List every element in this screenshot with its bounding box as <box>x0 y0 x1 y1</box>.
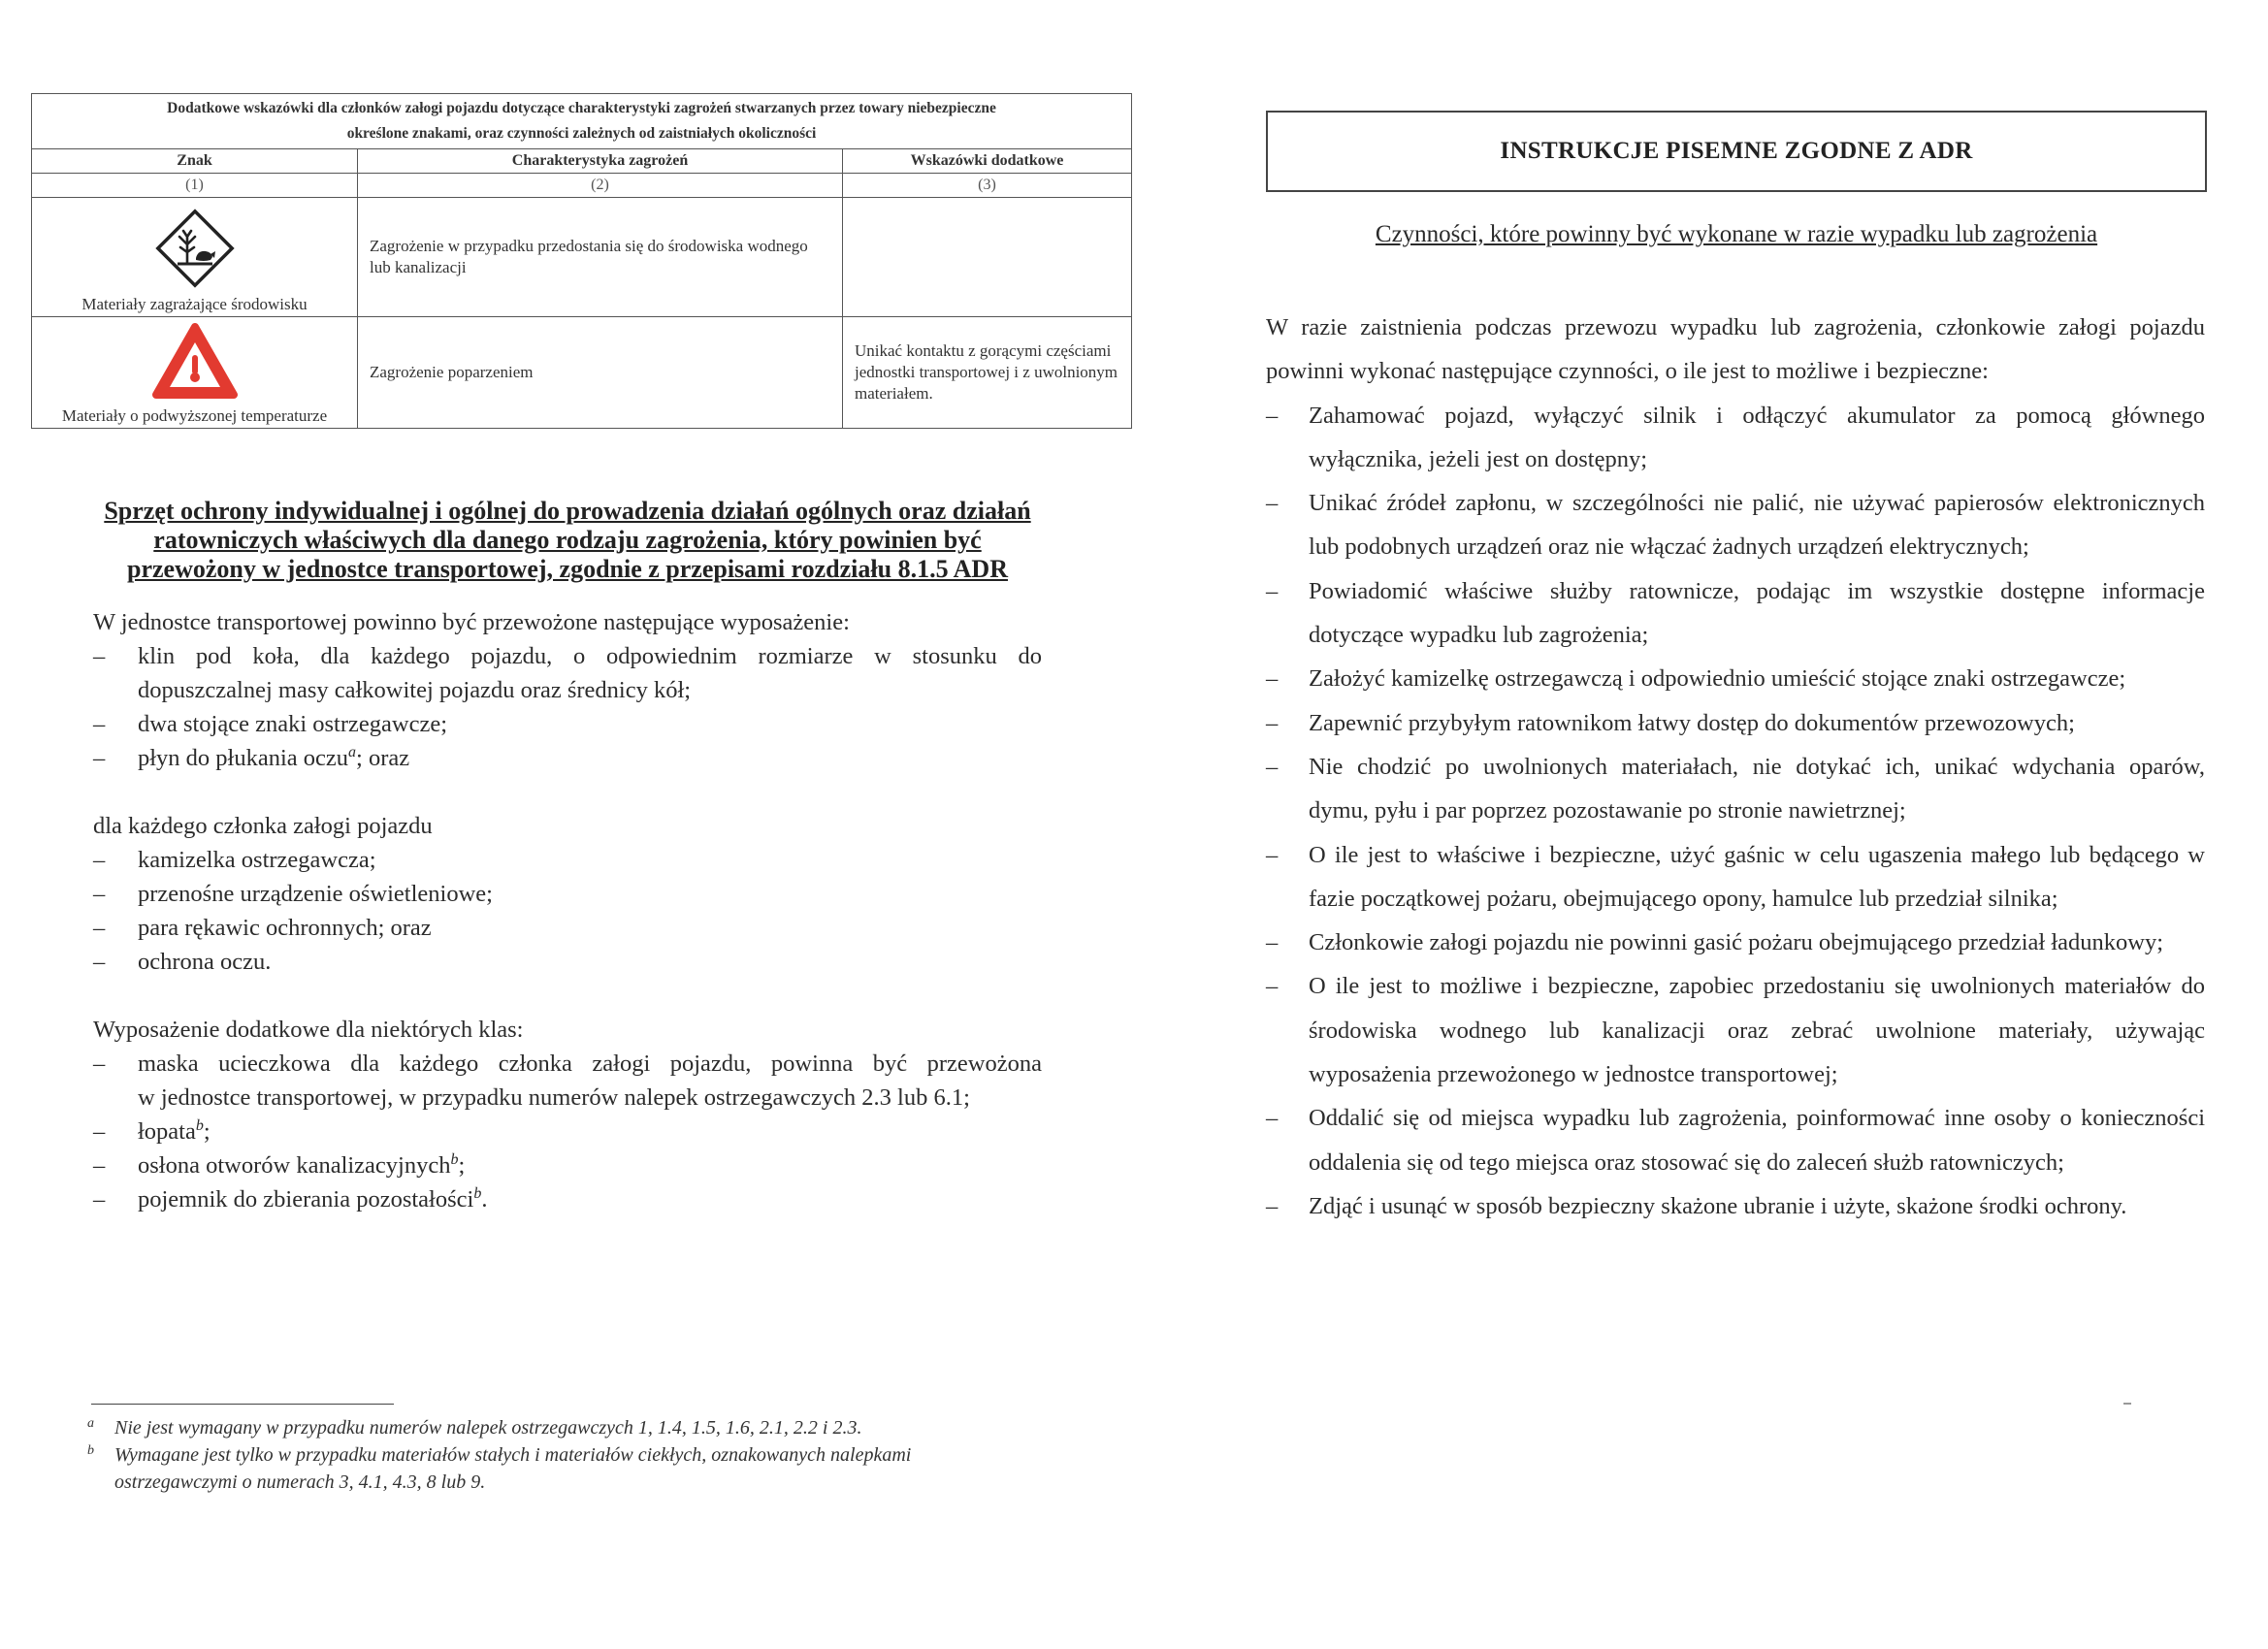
list-item-text-line: O ile jest to właściwe i bezpieczne, użyć gaśnic w celu ugaszenia małego lub będącego w <box>1309 841 2205 868</box>
column-number-1: (1) <box>32 174 358 198</box>
dash-bullet: – <box>93 915 106 941</box>
list-item-text-line: środowiska wodnego lub kanalizacji oraz zebrać uwolnione materiały, używając <box>1309 1017 2205 1044</box>
list-item <box>93 1047 1042 1115</box>
list-item-text-line: Unikać źródeł zapłonu, w szczególności nie palić, nie używać papierosów elektronicznych <box>1309 490 2205 517</box>
list-item <box>1266 394 2205 482</box>
list-item-text-line: dopuszczalnej masy całkowitej pojazdu oraz średnicy kół; <box>138 677 692 703</box>
list-item-text-line: dotyczące wypadku lub zagrożenia; <box>1309 622 1649 649</box>
list-item-text-line: Oddalić się od miejsca wypadku lub zagrożenia, poinformować inne osoby o konieczności <box>1309 1105 2205 1132</box>
dash-bullet: – <box>1266 577 1279 604</box>
dash-bullet: – <box>93 949 106 975</box>
list-item-text-line: Założyć kamizelkę ostrzegawczą i odpowiednio umieścić stojące znaki ostrzegawcze; <box>1309 665 2126 693</box>
list-item-text-line: fazie początkowej pożaru, obejmującego opony, hamulce lub przedział silnika; <box>1309 885 2058 912</box>
list-item <box>93 741 1042 775</box>
list-item <box>93 911 1042 945</box>
footnote-reference: a <box>348 743 357 760</box>
footnote-reference: b <box>473 1184 482 1202</box>
additional-equipment-intro: Wyposażenie dodatkowe dla niektórych klas: <box>93 1017 524 1043</box>
footnote-text-line: ostrzegawczymi o numerach 3, 4.1, 4.3, 8 lub 9. <box>114 1471 486 1493</box>
spacer <box>93 775 1042 809</box>
list-item-text: osłona otworów kanalizacyjnych <box>138 1152 451 1179</box>
list-item <box>1266 1184 2205 1228</box>
vehicle-equipment-intro: W jednostce transportowej powinno być przewożone następujące wyposażenie: <box>93 609 850 635</box>
dash-bullet: – <box>93 1186 106 1212</box>
list-item-text-line: Nie chodzić po uwolnionych materiałach, nie dotykać ich, unikać wdychania oparów, <box>1309 753 2205 780</box>
list-item <box>93 707 1042 741</box>
column-header-guidance: Wskazówki dodatkowe <box>843 149 1132 174</box>
list-item <box>1266 1096 2205 1184</box>
footnote-reference: b <box>195 1116 204 1134</box>
dash-bullet: – <box>1266 1105 1279 1132</box>
dash-bullet: – <box>1266 1192 1279 1219</box>
equipment-title-line: Sprzęt ochrony indywidualnej i ogólnej do prowadzenia działań ogólnych oraz działań <box>104 497 1031 525</box>
dash-bullet: – <box>93 711 106 737</box>
dash-bullet: – <box>93 643 106 669</box>
footnote-text: Nie jest wymagany w przypadku numerów nalepek ostrzegawczych 1, 1.4, 1.5, 1.6, 2.1, 2.2 i 2.3. <box>114 1417 862 1439</box>
column-number-2: (2) <box>358 174 843 198</box>
instructions-body <box>1266 306 2205 1228</box>
sign-label: Materiały zagrażające środowisku <box>81 295 308 313</box>
dash-bullet: – <box>1266 402 1279 429</box>
list-item-text-line: O ile jest to możliwe i bezpieczne, zapobiec przedostaniu się uwolnionych materiałów do <box>1309 973 2205 1000</box>
list-item <box>1266 481 2205 569</box>
list-item-text-line: Członkowie załogi pojazdu nie powinni gasić pożaru obejmującego przedział ładunkowy; <box>1309 929 2164 956</box>
column-number-3: (3) <box>843 174 1132 198</box>
list-item <box>1266 701 2205 745</box>
list-item-text-line: w jednostce transportowej, w przypadku numerów nalepek ostrzegawczych 2.3 lub 6.1; <box>138 1084 970 1111</box>
list-item-text: przenośne urządzenie oświetleniowe; <box>138 881 493 907</box>
guidance-cell: Unikać kontaktu z gorącymi częściami jednostki transportowej i z uwolnionym materiałem. <box>843 317 1132 429</box>
list-item-text-line: klin pod koła, dla każdego pojazdu, o odpowiednim rozmiarze w stosunku do <box>138 643 1042 669</box>
dash-bullet: – <box>1266 709 1279 736</box>
list-item-text: para rękawic ochronnych; oraz <box>138 915 432 941</box>
hazard-description: Zagrożenie poparzeniem <box>358 317 843 429</box>
hazard-table <box>31 93 1132 429</box>
dash-bullet: – <box>1266 929 1279 956</box>
list-item-text: ; <box>203 1118 211 1145</box>
equipment-list-block <box>93 605 1042 1216</box>
list-item <box>1266 745 2205 833</box>
guidance-cell <box>843 198 1132 317</box>
list-item <box>1266 833 2205 922</box>
right-page <box>1134 0 2268 1649</box>
dash-bullet: – <box>93 745 106 771</box>
table-caption <box>32 94 1132 149</box>
footnote-b <box>87 1441 1057 1496</box>
equipment-title-line: ratowniczych właściwych dla danego rodzaju zagrożenia, który powinien być <box>153 526 982 554</box>
hazard-description: Zagrożenie w przypadku przedostania się do środowiska wodnego lub kanalizacji <box>358 198 843 317</box>
environment-hazard-icon <box>150 204 240 293</box>
document-title-box <box>1266 111 2207 192</box>
dash-bullet: – <box>93 1118 106 1145</box>
column-header-hazard: Charakterystyka zagrożeń <box>358 149 843 174</box>
list-item-text: . <box>481 1186 488 1212</box>
list-item <box>1266 569 2205 658</box>
list-item <box>93 1115 1042 1148</box>
column-header-sign: Znak <box>32 149 358 174</box>
sign-cell <box>32 317 358 429</box>
table-row <box>32 198 1132 317</box>
list-item-text: łopata <box>138 1118 196 1145</box>
list-item-text-line: dymu, pyłu i par poprzez pozostawanie po stronie nawietrznej; <box>1309 797 1906 824</box>
list-item-text: dwa stojące znaki ostrzegawcze; <box>138 711 448 737</box>
dash-bullet: – <box>1266 490 1279 517</box>
footnote-divider <box>91 1404 394 1405</box>
list-item-text: ; <box>458 1152 466 1179</box>
dash-bullet: – <box>93 847 106 873</box>
list-item <box>93 945 1042 979</box>
footnote-text-line: Wymagane jest tylko w przypadku materiałów stałych i materiałów ciekłych, oznakowanych nalepkami <box>114 1444 912 1466</box>
footnote-a <box>87 1414 1057 1441</box>
dash-bullet: – <box>1266 841 1279 868</box>
sign-cell <box>32 198 358 317</box>
list-item <box>93 843 1042 877</box>
list-item-text-line: oddalenia się od tego miejsca oraz stosować się do zaleceń służb ratowniczych; <box>1309 1148 2064 1176</box>
list-item-text: pojemnik do zbierania pozostałości <box>138 1186 474 1212</box>
list-item-text: ochrona oczu. <box>138 949 272 975</box>
table-caption-line1: Dodatkowe wskazówki dla członków załogi pojazdu dotyczące charakterystyki zagrożeń stwarzanych przez towary niebezpieczne <box>167 100 996 116</box>
list-item <box>93 877 1042 911</box>
list-item <box>93 639 1042 707</box>
list-item-text-line: Zapewnić przybyłym ratownikom łatwy dostęp do dokumentów przewozowych; <box>1309 709 2075 736</box>
dash-bullet: – <box>93 1051 106 1077</box>
dash-bullet: – <box>1266 973 1279 1000</box>
list-item-text-line: Powiadomić właściwe służby ratownicze, podając im wszystkie dostępne informacje <box>1309 577 2205 604</box>
spacer <box>93 979 1042 1013</box>
list-item-text-line: wyposażenia przewożonego w jednostce transportowej; <box>1309 1061 1838 1088</box>
hot-material-icon <box>150 321 240 403</box>
footnotes <box>87 1414 1057 1496</box>
dash-bullet: – <box>93 881 106 907</box>
sign-label: Materiały o podwyższonej temperaturze <box>61 406 328 425</box>
list-item <box>1266 657 2205 700</box>
list-item-text-line: Zahamować pojazd, wyłączyć silnik i odłączyć akumulator za pomocą głównego <box>1309 402 2205 429</box>
list-item-text: kamizelka ostrzegawcza; <box>138 847 376 873</box>
list-item-text-line: maska ucieczkowa dla każdego członka załogi pojazdu, powinna być przewożona <box>138 1051 1042 1077</box>
document-title: INSTRUKCJE PISEMNE ZGODNE Z ADR <box>1500 138 1973 164</box>
footnote-marker: a <box>87 1416 94 1431</box>
equipment-section-title <box>78 497 1057 584</box>
footnote-marker: b <box>87 1443 94 1458</box>
list-item <box>93 1148 1042 1182</box>
list-item <box>93 1182 1042 1216</box>
footnote-reference: b <box>450 1150 459 1168</box>
intro-text-line: W razie zaistnienia podczas przewozu wypadku lub zagrożenia, członkowie załogi pojazdu <box>1266 314 2205 340</box>
intro-text-line: powinni wykonać następujące czynności, o ile jest to możliwe i bezpieczne: <box>1266 358 1989 385</box>
table-row <box>32 317 1132 429</box>
list-item-text: płyn do płukania oczu <box>138 745 349 771</box>
crew-equipment-intro: dla każdego członka załogi pojazdu <box>93 813 433 839</box>
list-item <box>1266 921 2205 964</box>
dash-bullet: – <box>1266 753 1279 780</box>
list-item-text-line: Zdjąć i usunąć w sposób bezpieczny skażone ubranie i użyte, skażone środki ochrony. <box>1309 1192 2127 1219</box>
list-item-text-line: wyłącznika, jeżeli jest on dostępny; <box>1309 445 1648 472</box>
list-item-text-line: lub podobnych urządzeń oraz nie włączać żadnych urządzeń elektrycznych; <box>1309 534 2029 561</box>
table-caption-line2: określone znakami, oraz czynności zależnych od zaistniałych okoliczności <box>346 125 817 142</box>
list-item <box>1266 964 2205 1096</box>
equipment-title-line: przewożony w jednostce transportowej, zgodnie z przepisami rozdziału 8.1.5 ADR <box>127 555 1008 583</box>
dash-bullet: – <box>93 1152 106 1179</box>
section-subtitle: Czynności, które powinny być wykonane w razie wypadku lub zagrożenia <box>1375 221 2098 247</box>
list-item-text: ; oraz <box>356 745 410 771</box>
dash-bullet: – <box>1266 665 1279 693</box>
scan-mark <box>2123 1403 2131 1405</box>
